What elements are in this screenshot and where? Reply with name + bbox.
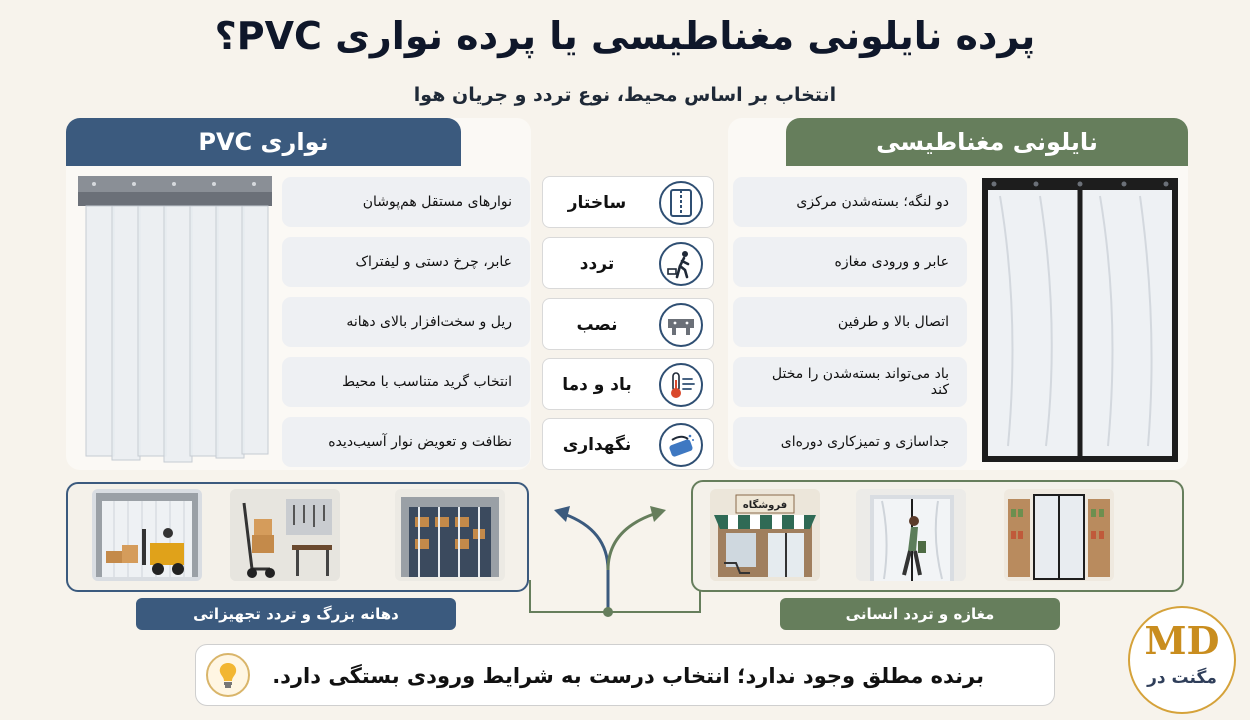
pvc-row-maintenance: نظافت و تعویض نوار آسیب‌دیده <box>282 417 530 467</box>
magnetic-curtain-image <box>980 176 1180 464</box>
decision-arrows <box>520 500 720 630</box>
criterion-maintenance <box>542 418 714 470</box>
criterion-label: نگهداری <box>562 435 632 455</box>
pvc-strip-curtain-image <box>74 170 274 466</box>
conclusion-box <box>195 644 1055 706</box>
hand-truck-tools-scene <box>230 489 340 581</box>
criterion-label: نصب <box>576 315 618 335</box>
magnetic-row-maintenance: جداسازی و تمیزکاری دوره‌ای <box>733 417 967 467</box>
lightbulb-icon <box>206 653 250 697</box>
pvc-row-installation: ریل و سخت‌افزار بالای دهانه <box>282 297 530 347</box>
warehouse-shelves-scene <box>395 489 505 581</box>
criterion-label: باد و دما <box>562 375 632 395</box>
structure-icon <box>659 181 703 225</box>
pvc-panel-heading: نواری PVC <box>66 118 461 166</box>
magnetic-row-traffic: عابر و ورودی مغازه <box>733 237 967 287</box>
criterion-traffic <box>542 237 714 289</box>
thermometer-wind-icon <box>659 363 703 407</box>
magnetic-row-installation: اتصال بالا و طرفین <box>733 297 967 347</box>
storefront-scene <box>710 489 820 581</box>
pvc-usage-label: دهانه بزرگ و تردد تجهیزاتی <box>136 598 456 630</box>
criterion-label: ساختار <box>567 193 627 213</box>
cleaning-hand-icon <box>659 423 703 467</box>
conclusion-text: برنده مطلق وجود ندارد؛ انتخاب درست به شرایط ورودی بستگی دارد. <box>272 664 984 688</box>
criterion-label: تردد <box>579 254 615 274</box>
page-subtitle: انتخاب بر اساس محیط، نوع تردد و جریان هوا <box>413 84 837 106</box>
brand-name: مگنت‌ در <box>1147 668 1217 688</box>
magnetic-row-structure: دو لنگه؛ بسته‌شدن مرکزی <box>733 177 967 227</box>
magnetic-usage-label: مغازه و تردد انسانی <box>780 598 1060 630</box>
pvc-row-structure: نوارهای مستقل هم‌پوشان <box>282 177 530 227</box>
criterion-installation <box>542 298 714 350</box>
criterion-wind-temperature <box>542 358 714 410</box>
walking-person-icon <box>659 242 703 286</box>
criterion-structure <box>542 176 714 228</box>
mounting-bracket-icon <box>659 303 703 347</box>
shop-shelves-scene <box>1004 489 1114 581</box>
forklift-loading-dock-scene <box>92 489 202 581</box>
brand-logo <box>1128 606 1236 714</box>
pvc-row-traffic: عابر، چرخ دستی و لیفتراک <box>282 237 530 287</box>
page-title: پرده نایلونی مغناطیسی یا پرده نواری PVC؟ <box>214 14 1036 58</box>
pvc-row-wind-temperature: انتخاب گرید متناسب با محیط <box>282 357 530 407</box>
magnetic-row-wind-temperature: باد می‌تواند بسته‌شدن را مختل کند <box>733 357 967 407</box>
magnetic-panel-heading: نایلونی مغناطیسی <box>786 118 1188 166</box>
shop-sign-text: فروشگاه <box>742 499 788 511</box>
brand-initials: MD <box>1144 618 1220 663</box>
person-walking-through-curtain-scene <box>856 489 966 581</box>
